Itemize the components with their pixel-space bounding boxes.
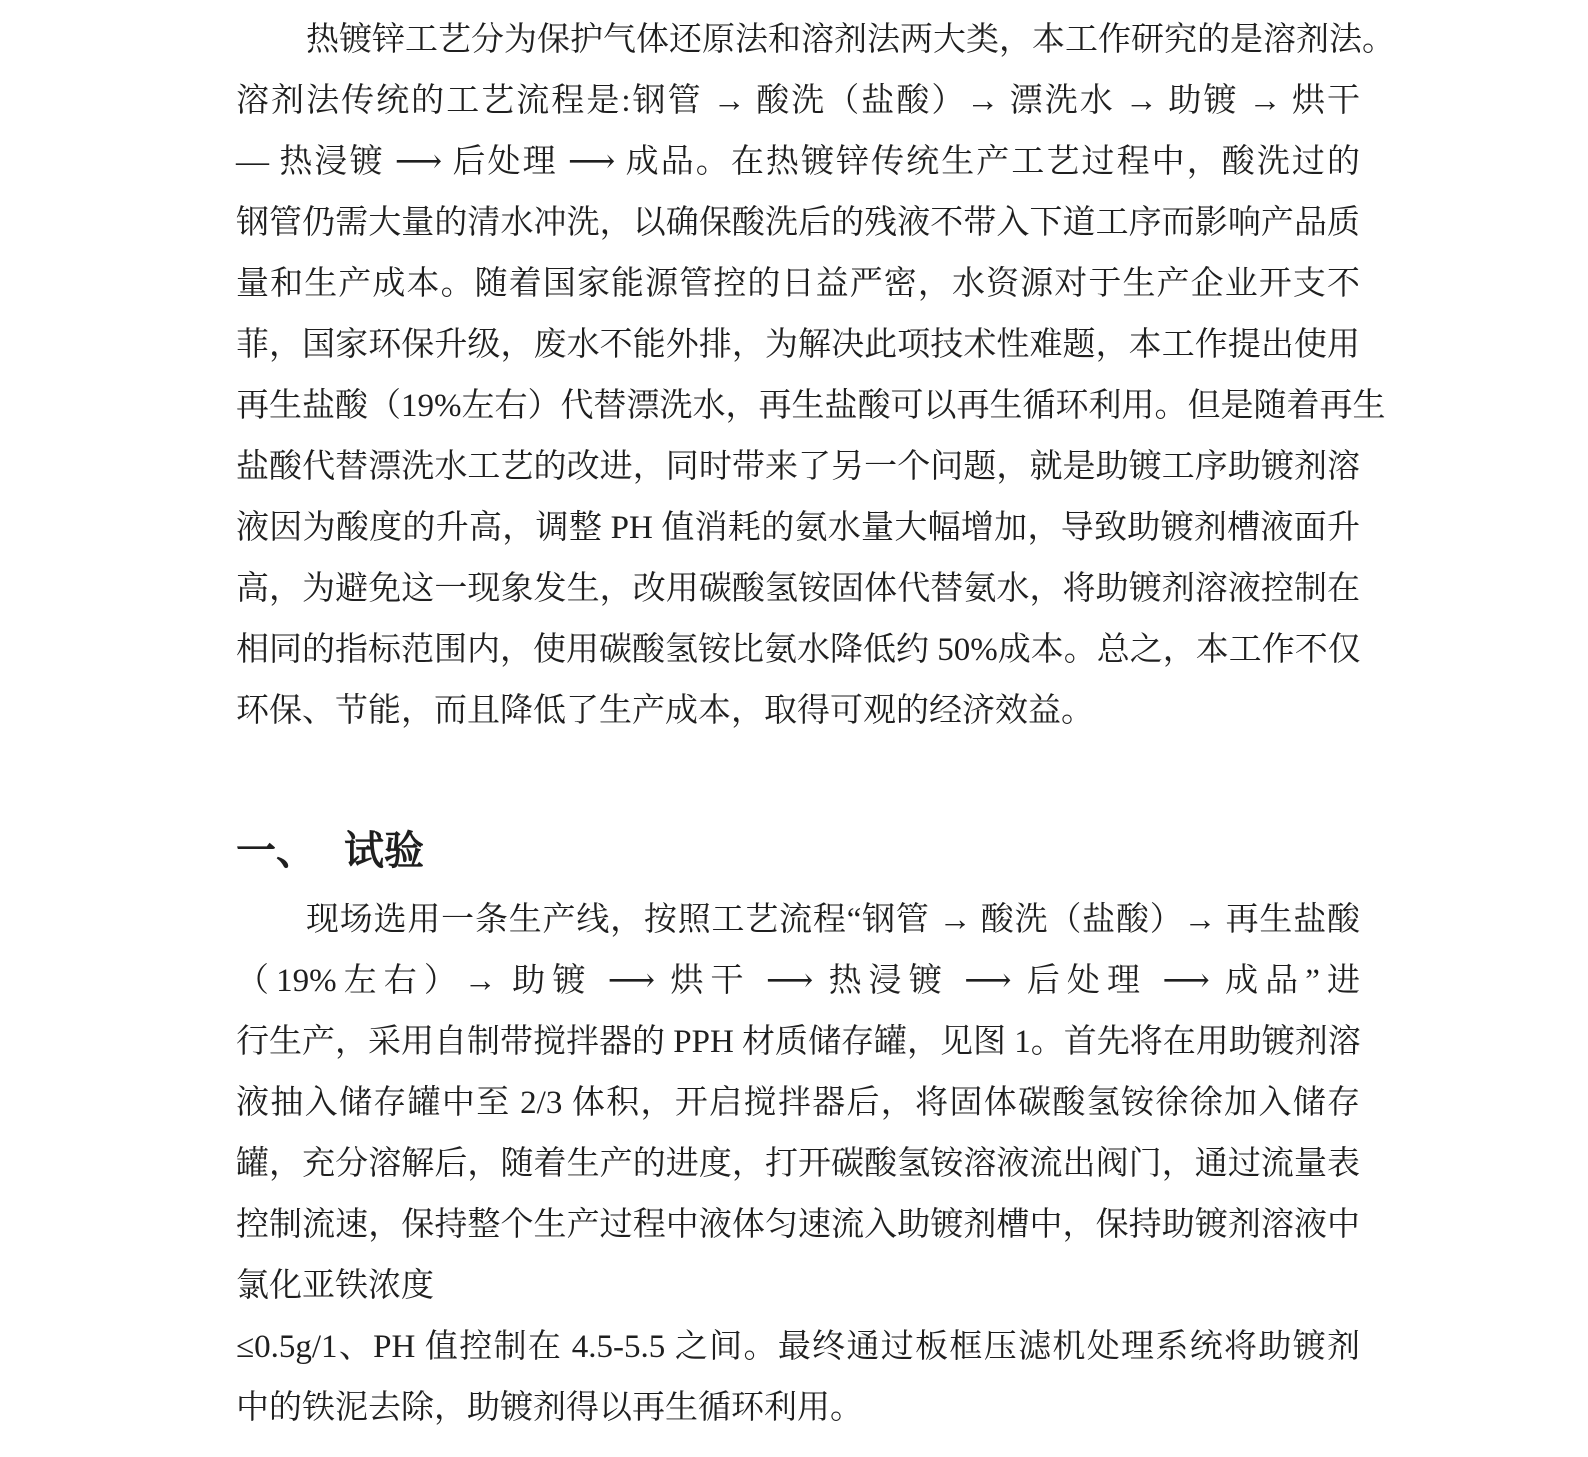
text-line: ≤0.5g/1、PH 值控制在 4.5-5.5 之间。最终通过板框压滤机处理系统将助镀剂: [236, 1329, 1360, 1365]
text-line: 罐，充分溶解后，随着生产的进度，打开碳酸氢铵溶液流出阀门，通过流量表: [236, 1146, 1360, 1182]
text-line: 菲，国家环保升级，废水不能外排，为解决此项技术性难题，本工作提出使用: [236, 327, 1360, 363]
text-line: 现场选用一条生产线，按照工艺流程“钢管 → 酸洗（盐酸）→ 再生盐酸: [306, 902, 1360, 938]
text-line: 中的铁泥去除，助镀剂得以再生循环利用。: [236, 1390, 863, 1426]
text-line: 控制流速，保持整个生产过程中液体匀速流入助镀剂槽中，保持助镀剂溶液中: [236, 1207, 1360, 1243]
text-line: — 热浸镀 ⟶ 后处理 ⟶ 成品。在热镀锌传统生产工艺过程中，酸洗过的: [236, 144, 1360, 180]
text-line: （19%左右）→ 助镀 ⟶ 烘干 ⟶ 热浸镀 ⟶ 后处理 ⟶ 成品”进: [236, 963, 1360, 999]
text-line: 量和生产成本。随着国家能源管控的日益严密，水资源对于生产企业开支不: [236, 266, 1360, 302]
section-number: 一、: [236, 828, 316, 873]
text-line: 热镀锌工艺分为保护气体还原法和溶剂法两大类，本工作研究的是溶剂法。: [306, 22, 1395, 58]
text-line: 液抽入储存罐中至 2/3 体积，开启搅拌器后，将固体碳酸氢铵徐徐加入储存: [236, 1085, 1360, 1121]
text-line: 盐酸代替漂洗水工艺的改进，同时带来了另一个问题，就是助镀工序助镀剂溶: [236, 449, 1360, 485]
section-title: 试验: [344, 828, 424, 873]
paragraph-experiment: [236, 890, 1360, 1439]
text-line: 高，为避免这一现象发生，改用碳酸氢铵固体代替氨水，将助镀剂溶液控制在: [236, 571, 1360, 607]
text-line: 氯化亚铁浓度: [236, 1268, 434, 1304]
text-line: 再生盐酸（19%左右）代替漂洗水，再生盐酸可以再生循环利用。但是随着再生: [236, 388, 1386, 424]
text-line: 相同的指标范围内，使用碳酸氢铵比氨水降低约 50%成本。总之，本工作不仅: [236, 632, 1361, 668]
paragraph-intro: [236, 10, 1395, 742]
text-line: 行生产，采用自制带搅拌器的 PPH 材质储存罐，见图 1。首先将在用助镀剂溶: [236, 1024, 1361, 1060]
text-line: 液因为酸度的升高，调整 PH 值消耗的氨水量大幅增加，导致助镀剂槽液面升: [236, 510, 1360, 546]
section-heading: [236, 820, 1360, 881]
text-line: 钢管仍需大量的清水冲洗，以确保酸洗后的残液不带入下道工序而影响产品质: [236, 205, 1360, 241]
text-line: 环保、节能，而且降低了生产成本，取得可观的经济效益。: [236, 693, 1094, 729]
document-page: [236, 10, 1395, 1439]
text-line: 溶剂法传统的工艺流程是:钢管 → 酸洗（盐酸）→ 漂洗水 → 助镀 → 烘干: [236, 83, 1360, 119]
